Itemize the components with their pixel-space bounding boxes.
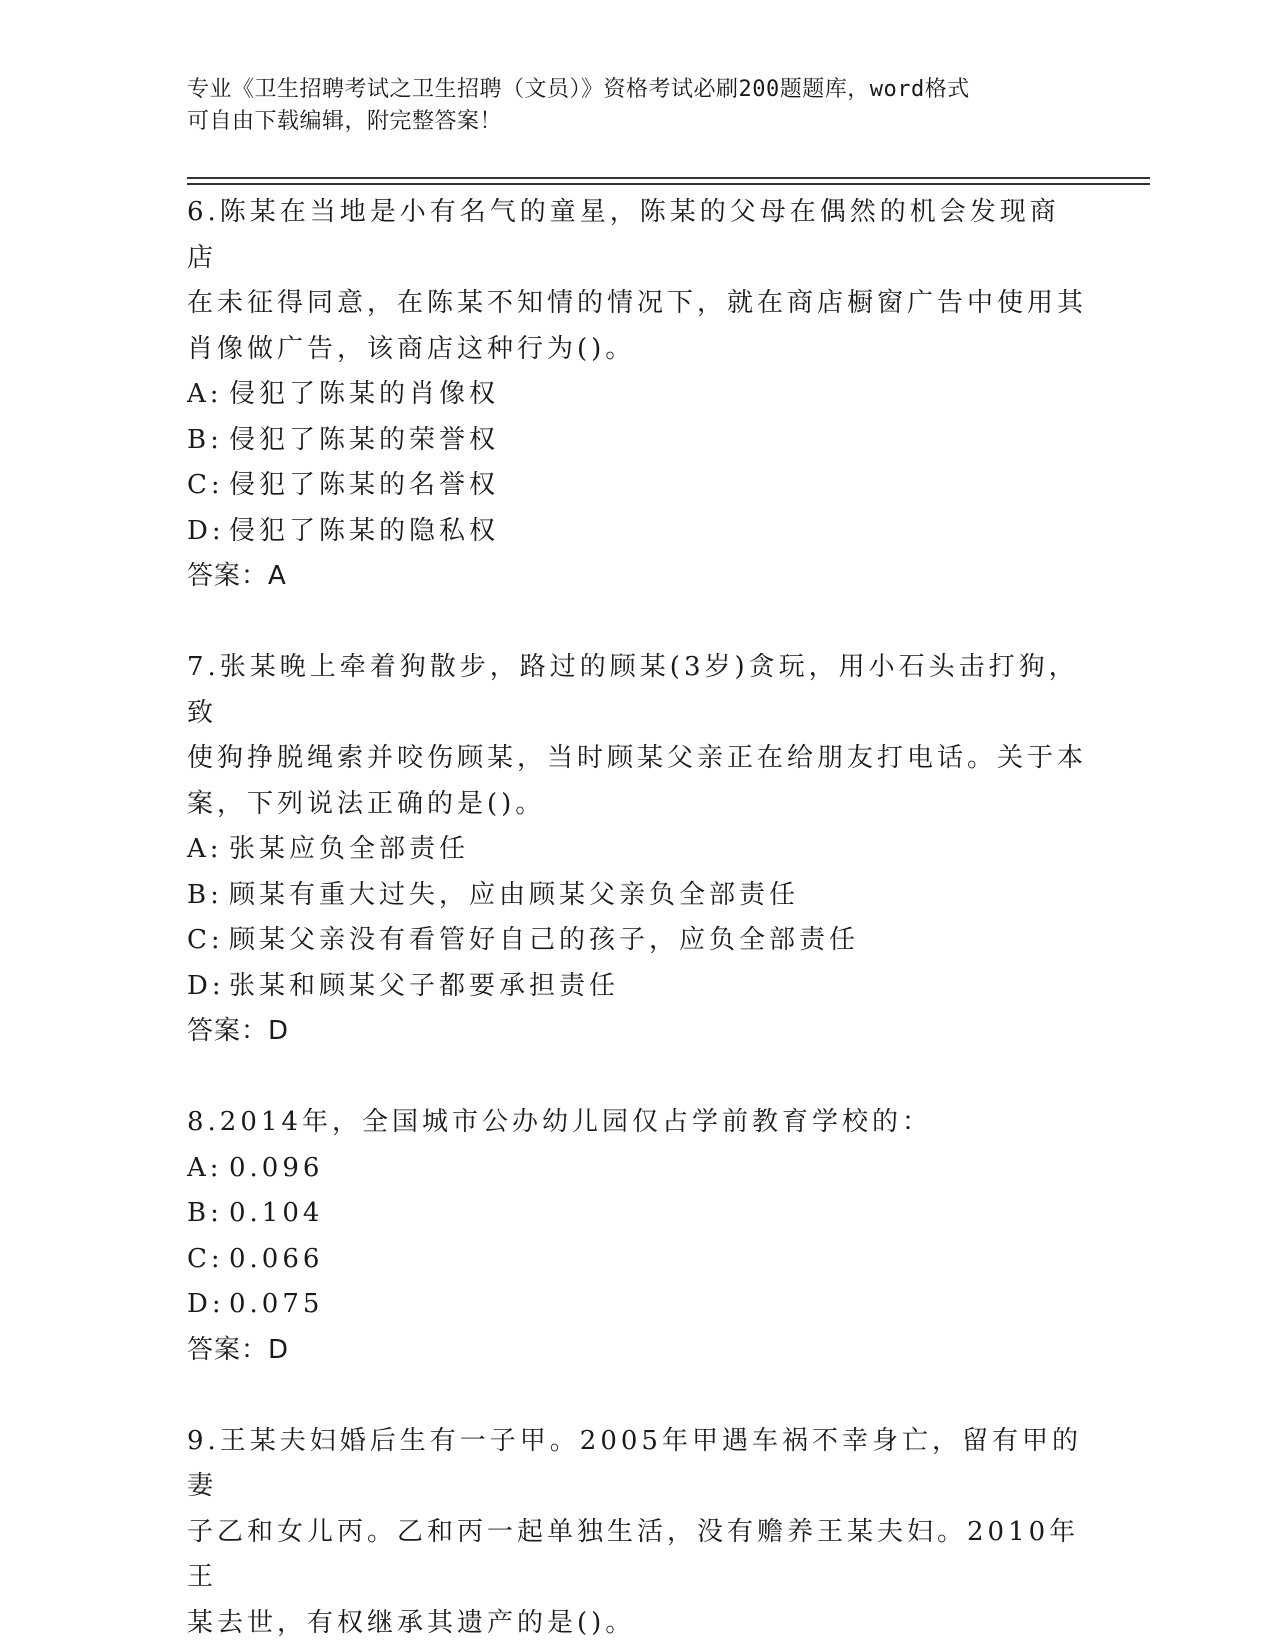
option-text: 0.104 (229, 1198, 324, 1228)
answer-line: 答案：D (187, 1016, 290, 1046)
option-letter: D: (187, 515, 225, 546)
option-d (187, 964, 1087, 1010)
option-text: 顾某父亲没有看管好自己的孩子，应负全部责任 (229, 925, 860, 955)
option-letter: C: (187, 470, 224, 500)
header-rule-top (187, 177, 1150, 179)
question-spacer (187, 600, 1087, 646)
question-stem-line: 使狗挣脱绳索并咬伤顾某，当时顾某父亲正在给朋友打电话。关于本 (187, 743, 1088, 773)
option-b (187, 1191, 1087, 1237)
question-spacer (187, 1373, 1087, 1419)
option-c (187, 918, 1087, 964)
option-letter: C: (187, 1243, 224, 1274)
option-text: 0.066 (229, 1243, 324, 1274)
option-text: 侵犯了陈某的隐私权 (229, 515, 500, 546)
question-stem-line: 8.2014年，全国城市公办幼儿园仅占学前教育学校的： (187, 1107, 932, 1137)
option-c (187, 1237, 1087, 1283)
question-stem-line: 9.王某夫妇婚后生有一子甲。2005年甲遇车祸不幸身亡，留有甲的妻 (187, 1425, 1082, 1501)
option-letter: D: (187, 970, 225, 1001)
option-text: 顾某有重大过失，应由顾某父亲负全部责任 (229, 879, 800, 910)
question-stem-line: 某去世，有权继承其遗产的是()。 (187, 1607, 636, 1638)
question-stem-line: 6.陈某在当地是小有名气的童星，陈某的父母在偶然的机会发现商店 (187, 197, 1060, 273)
option-d (187, 509, 1087, 555)
question-spacer (187, 1055, 1087, 1101)
option-text: 0.075 (229, 1289, 324, 1319)
option-text: 侵犯了陈某的肖像权 (229, 379, 500, 409)
question-7 (187, 645, 1087, 1055)
option-text: 0.096 (229, 1152, 324, 1183)
header-line-1: 专业《卫生招聘考试之卫生招聘（文员）》资格考试必刷200题题库，word格式 (187, 77, 970, 102)
option-letter: B: (187, 879, 223, 910)
answer-line: 答案：A (187, 561, 287, 591)
question-stem-line: 案，下列说法正确的是()。 (187, 788, 546, 819)
option-a (187, 372, 1087, 418)
question-stem-line: 子乙和女儿丙。乙和丙一起单独生活，没有赡养王某夫妇。2010年王 (187, 1516, 1080, 1592)
option-letter: D: (187, 1289, 225, 1319)
question-stem-line: 肖像做广告，该商店这种行为()。 (187, 333, 636, 364)
option-d (187, 1282, 1087, 1328)
option-letter: B: (187, 424, 223, 455)
option-b (187, 418, 1087, 464)
option-a (187, 827, 1087, 873)
option-c (187, 463, 1087, 509)
question-stem-line: 在未征得同意，在陈某不知情的情况下，就在商店橱窗广告中使用其 (187, 288, 1088, 318)
option-text: 侵犯了陈某的名誉权 (229, 470, 500, 500)
option-letter: B: (187, 1198, 223, 1228)
question-8 (187, 1100, 1087, 1373)
question-9 (187, 1419, 1087, 1647)
option-letter: A: (187, 379, 223, 409)
option-b (187, 873, 1087, 919)
document-header (187, 74, 1087, 138)
option-letter: C: (187, 925, 224, 955)
option-text: 侵犯了陈某的荣誉权 (229, 424, 500, 455)
answer-line: 答案：D (187, 1334, 290, 1365)
question-stem-line: 7.张某晚上牵着狗散步，路过的顾某(3岁)贪玩，用小石头击打狗，致 (187, 652, 1079, 728)
option-a (187, 1146, 1087, 1192)
option-text: 张某和顾某父子都要承担责任 (229, 970, 620, 1001)
question-list (187, 190, 1087, 1646)
option-letter: A: (187, 1152, 223, 1183)
header-rule-bottom (187, 183, 1150, 185)
option-letter: A: (187, 834, 223, 864)
question-6 (187, 190, 1087, 600)
header-line-2: 可自由下载编辑，附完整答案！ (187, 109, 503, 134)
option-text: 张某应负全部责任 (229, 834, 470, 864)
